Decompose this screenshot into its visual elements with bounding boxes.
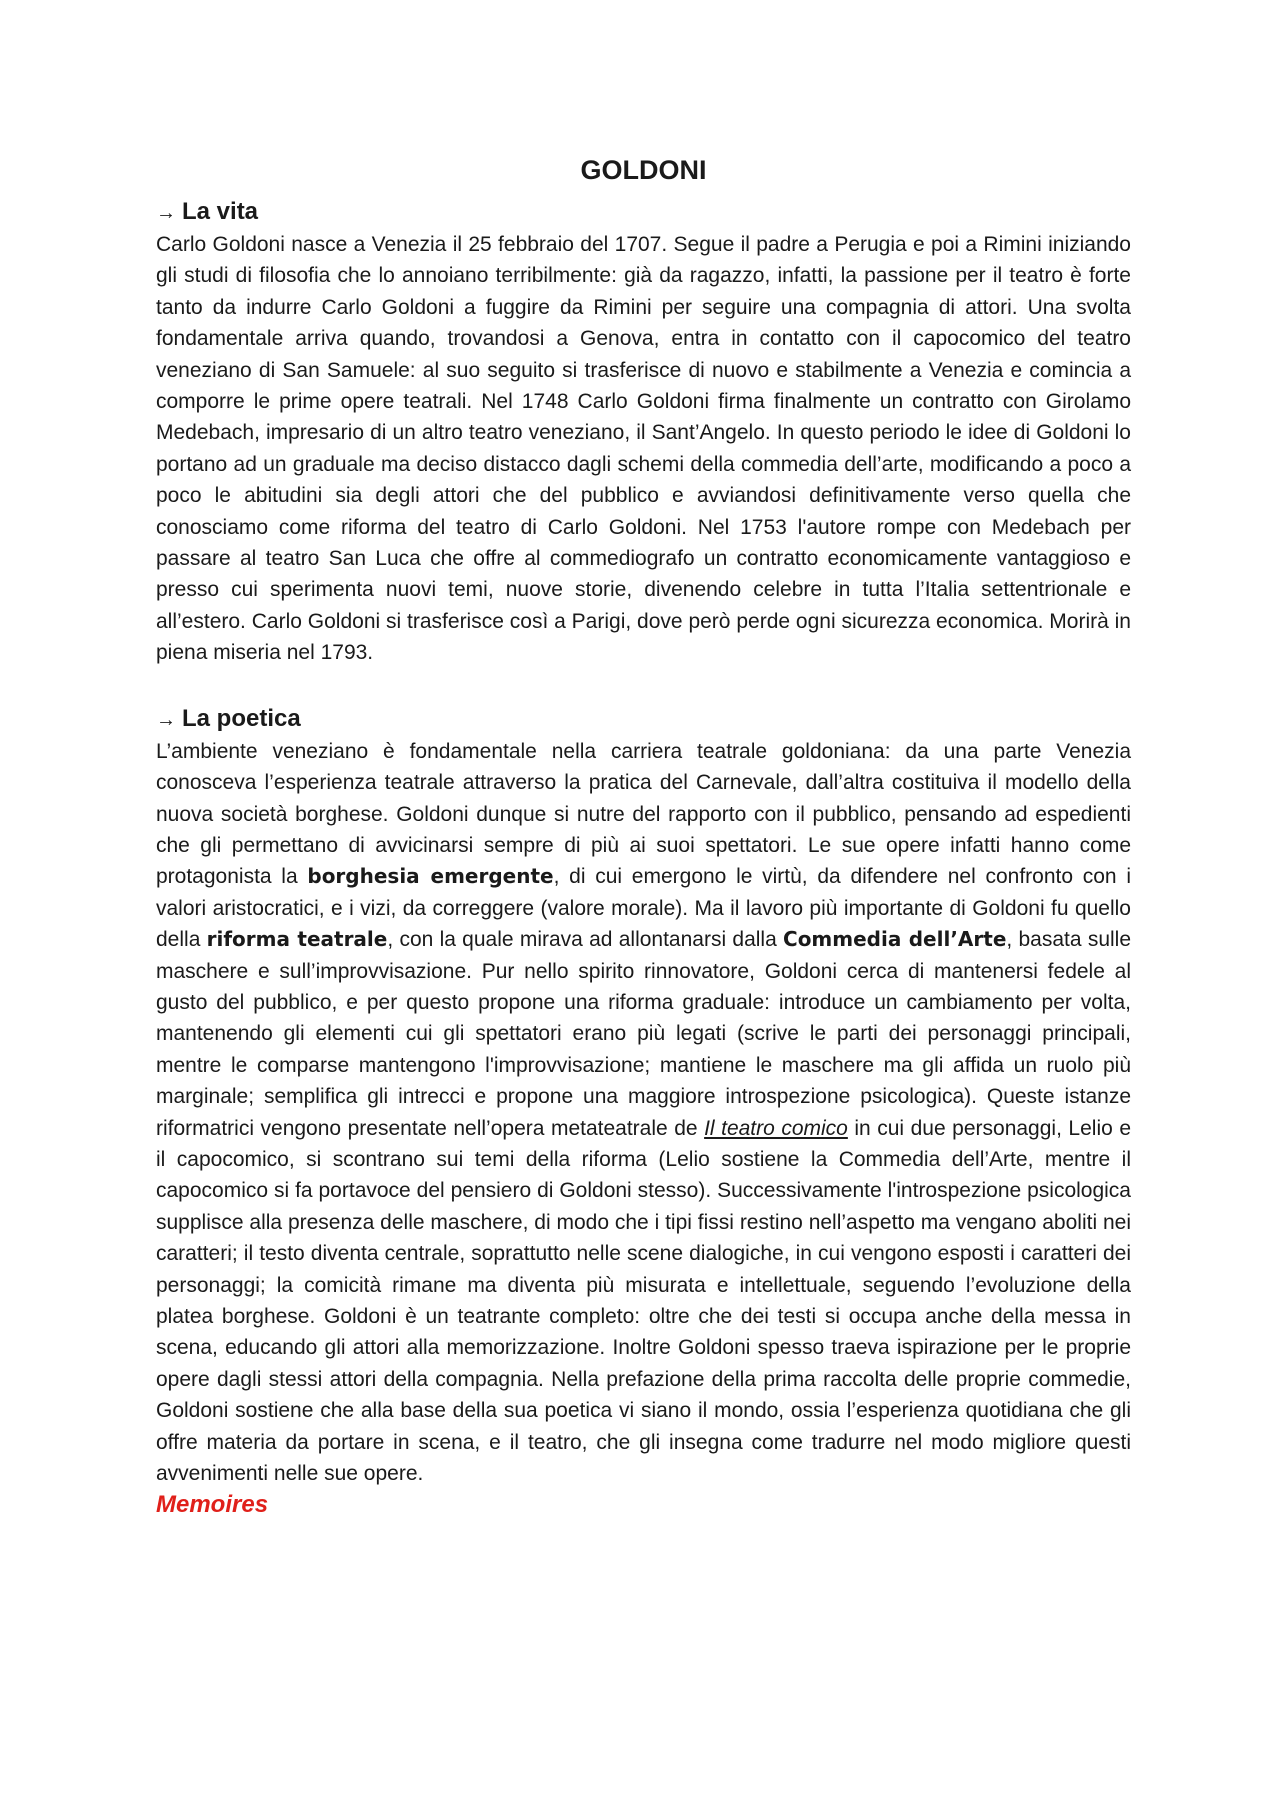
poetica-paragraph (156, 736, 1131, 1490)
vita-paragraph: Carlo Goldoni nasce a Venezia il 25 febbraio del 1707. Segue il padre a Perugia e poi a Rimini iniziando gli studi di filosofia che lo annoiano terribilmente: già da ragazzo, infatti, la passione per il teatro è forte tanto da indurre Carlo Goldoni a fuggire da Rimini per seguire una compagnia di attori. Una svolta fondamentale arriva quando, trovandosi a Genova, entra in contatto con il capocomico del teatro veneziano di San Samuele: al suo seguito si trasferisce di nuovo e stabilmente a Venezia e comincia a comporre le prime opere teatrali. Nel 1748 Carlo Goldoni firma finalmente un contratto con Girolamo Medebach, impresario di un altro teatro veneziano, il Sant’Angelo. In questo periodo le idee di Goldoni lo portano ad un graduale ma deciso distacco dagli schemi della commedia dell’arte, modificando a poco a poco le abitudini sia degli attori che del pubblico e avviandosi definitivamente verso quella che conosciamo come riforma del teatro di Carlo Goldoni. Nel 1753 l'autore rompe con Medebach per passare al teatro San Luca che offre al commediografo un contratto economicamente vantaggioso e presso cui sperimenta nuovi temi, nuove storie, divenendo celebre in tutta l’Italia settentrionale e all’estero. Carlo Goldoni si trasferisce così a Parigi, dove però perde ogni sicurezza economica. Morirà in piena miseria nel 1793. (156, 233, 1131, 665)
section-spacer (156, 669, 1131, 703)
poetica-text: in cui due personaggi, Lelio e il capocomico, si scontrano sui temi della riforma (Lelio sostiene la Commedia dell’Arte, mentre il capocomico si fa portavoce del pensiero di Goldoni stesso). Successivamente l'introspezione psicologica supplisce alla presenza delle maschere, di modo che i tipi fissi restino nell’aspetto ma vengano aboliti nei caratteri; il testo diventa centrale, soprattutto nelle scene dialogiche, in cui vengono esposti i caratteri dei personaggi; la comicità rimane ma diventa più misurata e intellettuale, seguendo l’evoluzione della platea borghese. Goldoni è un teatrante completo: oltre che dei testi si occupa anche della messa in scena, educando gli attori alla memorizzazione. Inoltre Goldoni spesso traeva ispirazione per le proprie opere dagli stessi attori della compagnia. Nella prefazione della prima raccolta delle proprie commedie, Goldoni sostiene che alla base della sua poetica vi siano il mondo, ossia l’esperienza quotidiana che gli offre materia da portare in scena, e il teatro, che gli insegna come tradurre nel modo migliore questi avvenimenti nelle sue opere. (156, 1116, 1132, 1486)
arrow-right-icon: → (156, 202, 176, 224)
section-heading-label: La vita (182, 198, 259, 225)
bold-term-riforma: riforma teatrale (206, 927, 388, 952)
arrow-right-icon: → (156, 708, 176, 731)
poetica-text: , con la quale mirava ad allontanarsi dalla (387, 928, 784, 952)
section-heading-poetica (156, 703, 1131, 736)
section-heading-vita (156, 196, 1131, 229)
bold-term-borghesia: borghesia emergente (307, 864, 554, 889)
page-title: GOLDONI (580, 155, 707, 185)
poetica-text: , basata sulle maschere e sull’improvvisazione. Pur nello spirito rinnovatore, Goldoni cerca di mantenersi fedele al gusto del pubblico, e per questo propone una riforma graduale: introduce un cambiamento per volta, mantenendo gli elementi cui gli spettatori erano più legati (scrive le parti dei personaggi principali, mentre le comparse mantengono l'improvvisazione; mantiene le maschere ma gli affida un ruolo più marginale; semplifica gli intrecci e propone una maggiore introspezione psicologica). Queste istanze riformatrici vengono presentate nell’opera metateatrale de (156, 928, 1132, 1140)
poetica-text: L’ambiente veneziano è fondamentale nella carriera teatrale goldoniana: da una parte Venezia conosceva l’esperienza teatrale attraverso la pratica del Carnevale, dall’altra costituiva il modello della nuova società borghese. Goldoni dunque si nutre del rapporto con il pubblico, pensando ad espedienti che gli permettano di avvicinarsi sempre di più ai suoi spettatori. Le sue opere infatti hanno come protagonista la (156, 739, 1131, 889)
memoires-heading: Memoires (156, 1491, 269, 1519)
bold-term-commedia: Commedia dell’Arte (783, 927, 1007, 952)
work-title-teatro-comico: Il teatro comico (704, 1116, 848, 1140)
section-heading-label: La poetica (182, 704, 301, 732)
poetica-text: , di cui emergono le virtù, da difendere nel confronto con i valori aristocratici, e i vizi, da correggere (valore morale). Ma il lavoro più importante di Goldoni fu quello della (156, 865, 1131, 952)
document-page (156, 152, 1131, 1521)
